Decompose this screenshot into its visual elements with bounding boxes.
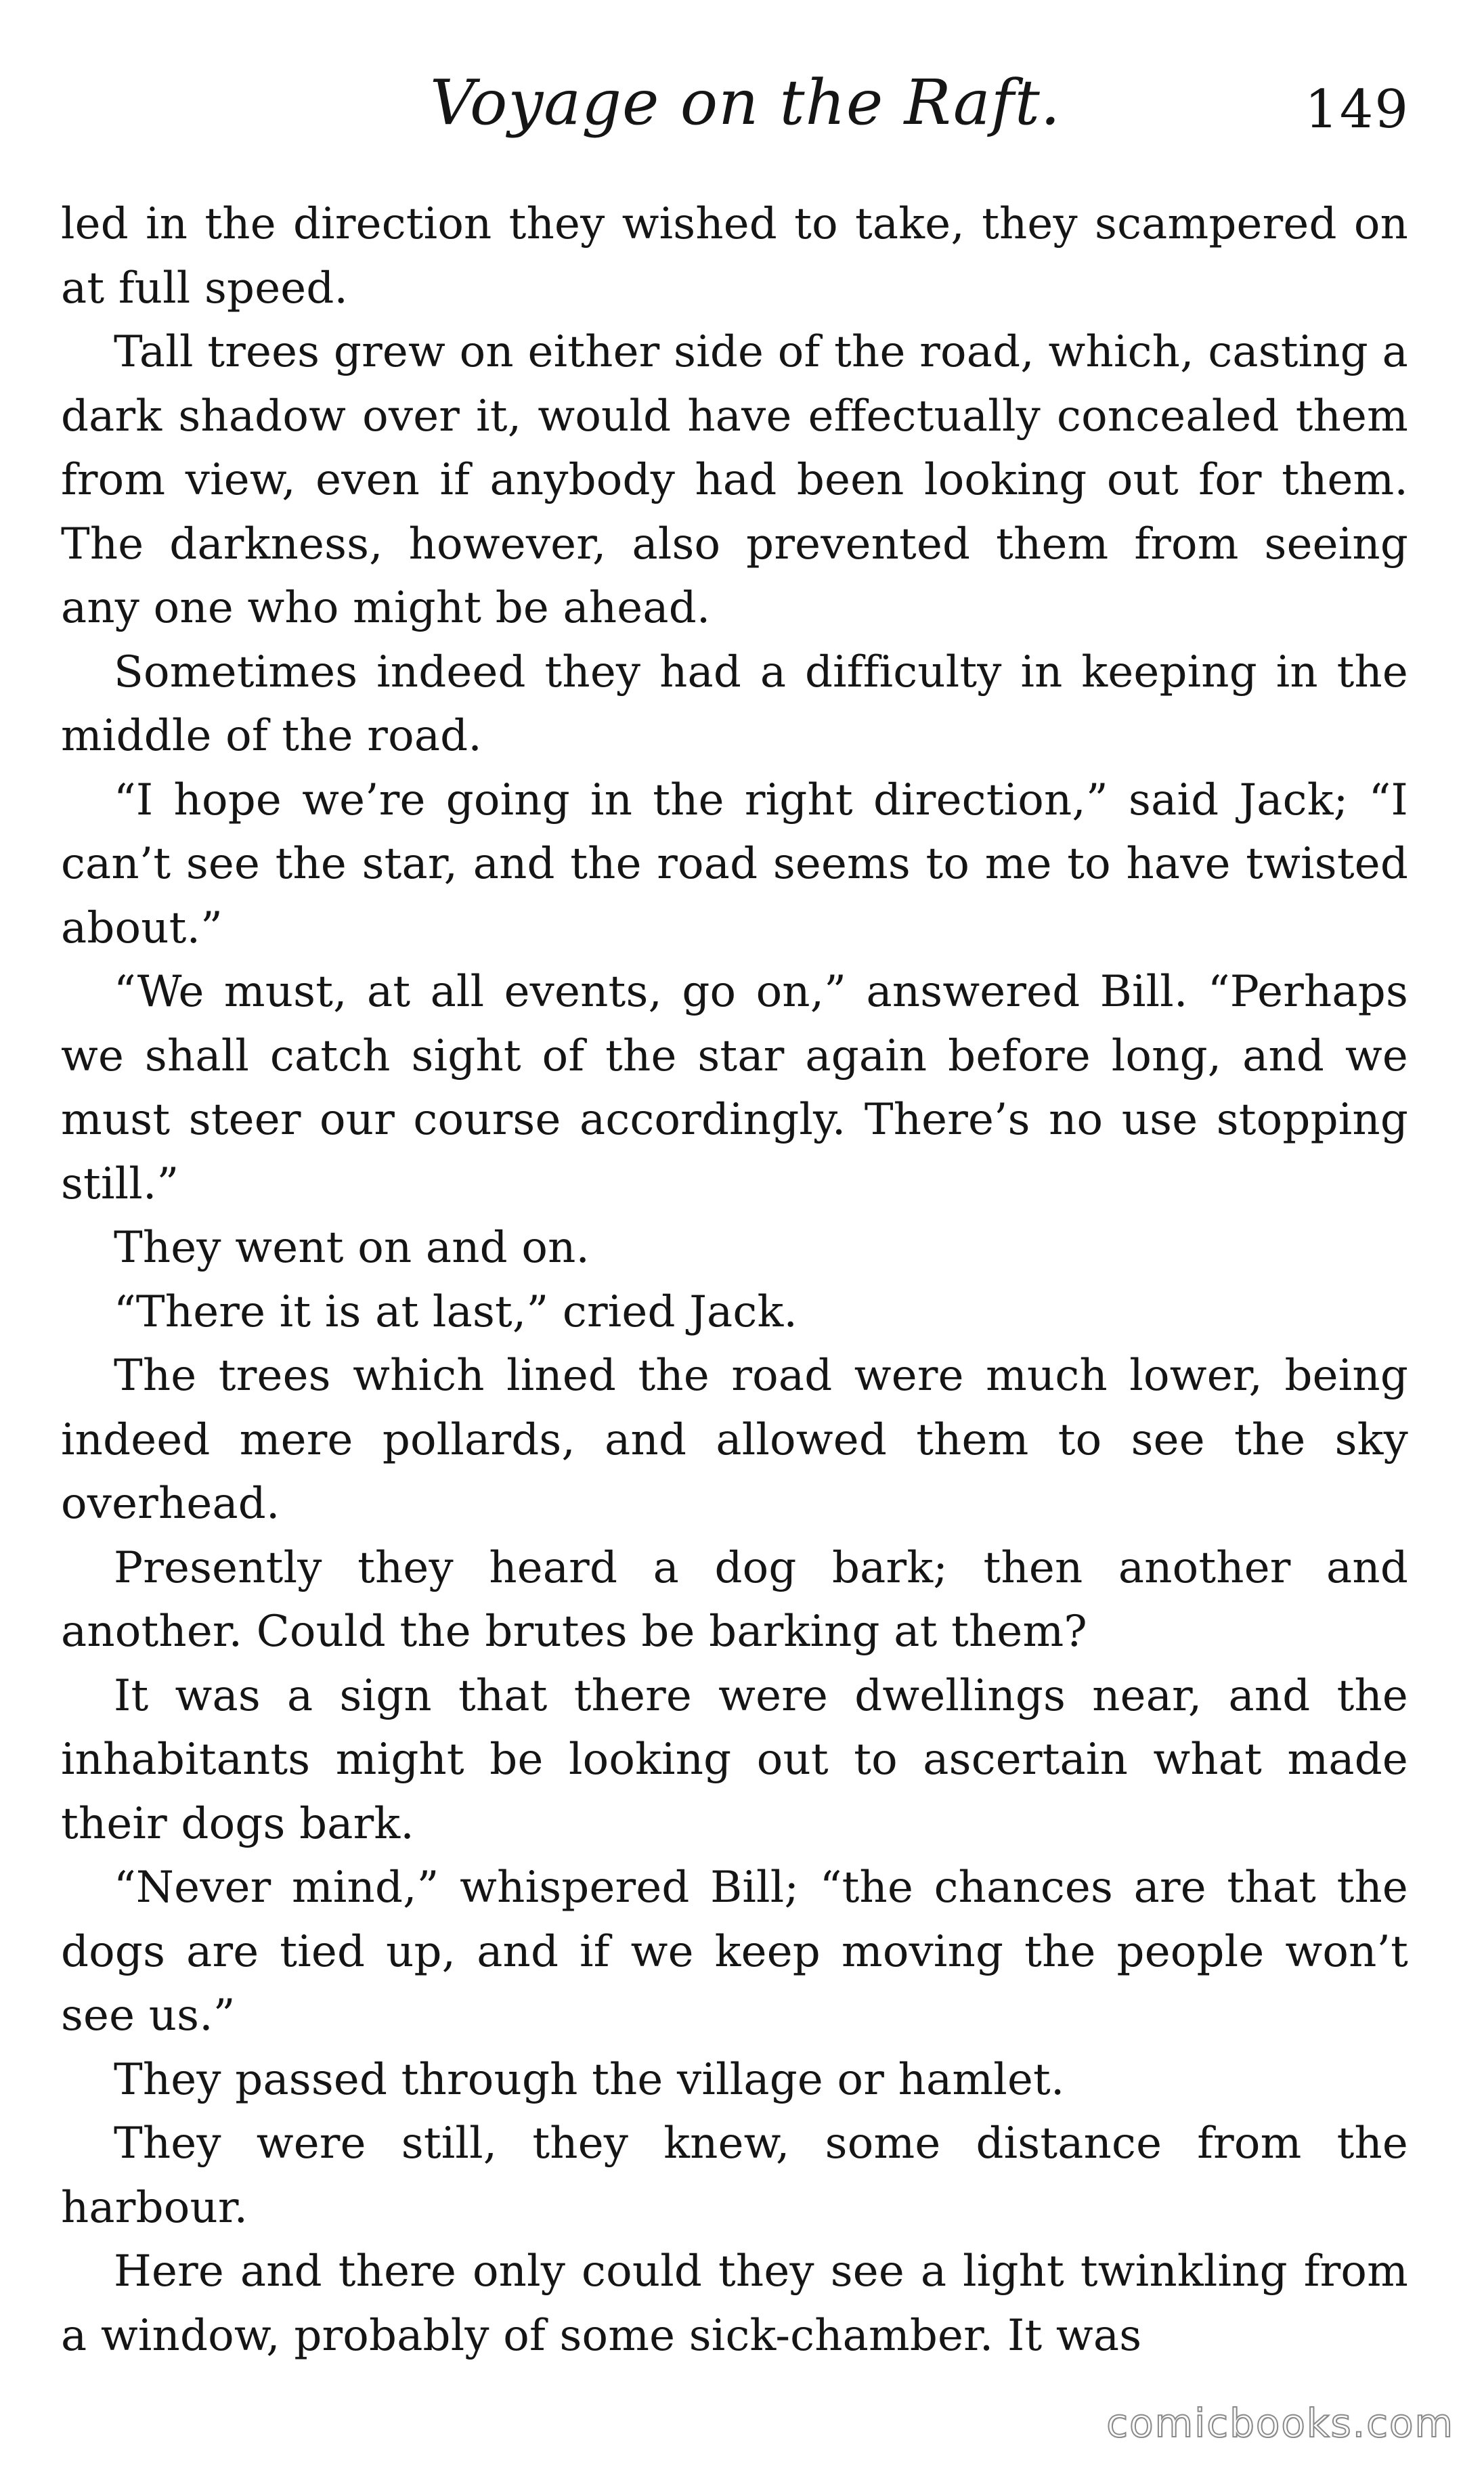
body-text [61,192,1408,2368]
paragraph-14: Here and there only could they see a light twinkling from a window, probably of some sick-chamber. It was [61,2246,1408,2361]
watermark: comicbooks.com [1106,2400,1454,2446]
paragraph-11: “Never mind,” whispered Bill; “the chances are that the dogs are tied up, and if we keep moving the people won’t see us.” [61,1863,1408,2041]
paragraph-6: They went on and on. [114,1223,590,1273]
paragraph-10: It was a sign that there were dwellings near, and the inhabitants might be looking out to ascertain what made their dogs bark. [61,1670,1408,1849]
paragraph-13: They were still, they knew, some distance from the harbour. [61,2118,1408,2233]
paragraph-8: The trees which lined the road were much lower, being indeed mere pollards, and allowed them to see the sky overhead. [61,1351,1408,1529]
paragraph-4: “I hope we’re going in the right direction,” said Jack; “I can’t see the star, and the road seems to me to have twisted about.” [61,775,1408,953]
paragraph-1: led in the direction they wished to take, they scampered on at full speed. [61,199,1408,313]
paragraph-2: Tall trees grew on either side of the road, which, casting a dark shadow over it, would have effectually concealed them from view, even if anybody had been looking out for them. The darkness, however, also prevented them from seeing any one who might be ahead. [61,327,1408,633]
page-number: 149 [1305,79,1410,140]
paragraph-12: They passed through the village or hamlet. [114,2054,1065,2105]
paragraph-7: “There it is at last,” cried Jack. [114,1286,798,1337]
paragraph-3: Sometimes indeed they had a difficulty in keeping in the middle of the road. [61,647,1408,761]
running-header [81,62,1410,144]
paragraph-9: Presently they heard a dog bark; then another and another. Could the brutes be barking at them? [61,1542,1408,1657]
running-title: Voyage on the Raft. [429,66,1062,139]
paragraph-5: “We must, at all events, go on,” answered Bill. “Perhaps we shall catch sight of the star again before long, and we must steer our course accordingly. There’s no use stopping still.” [61,967,1408,1209]
